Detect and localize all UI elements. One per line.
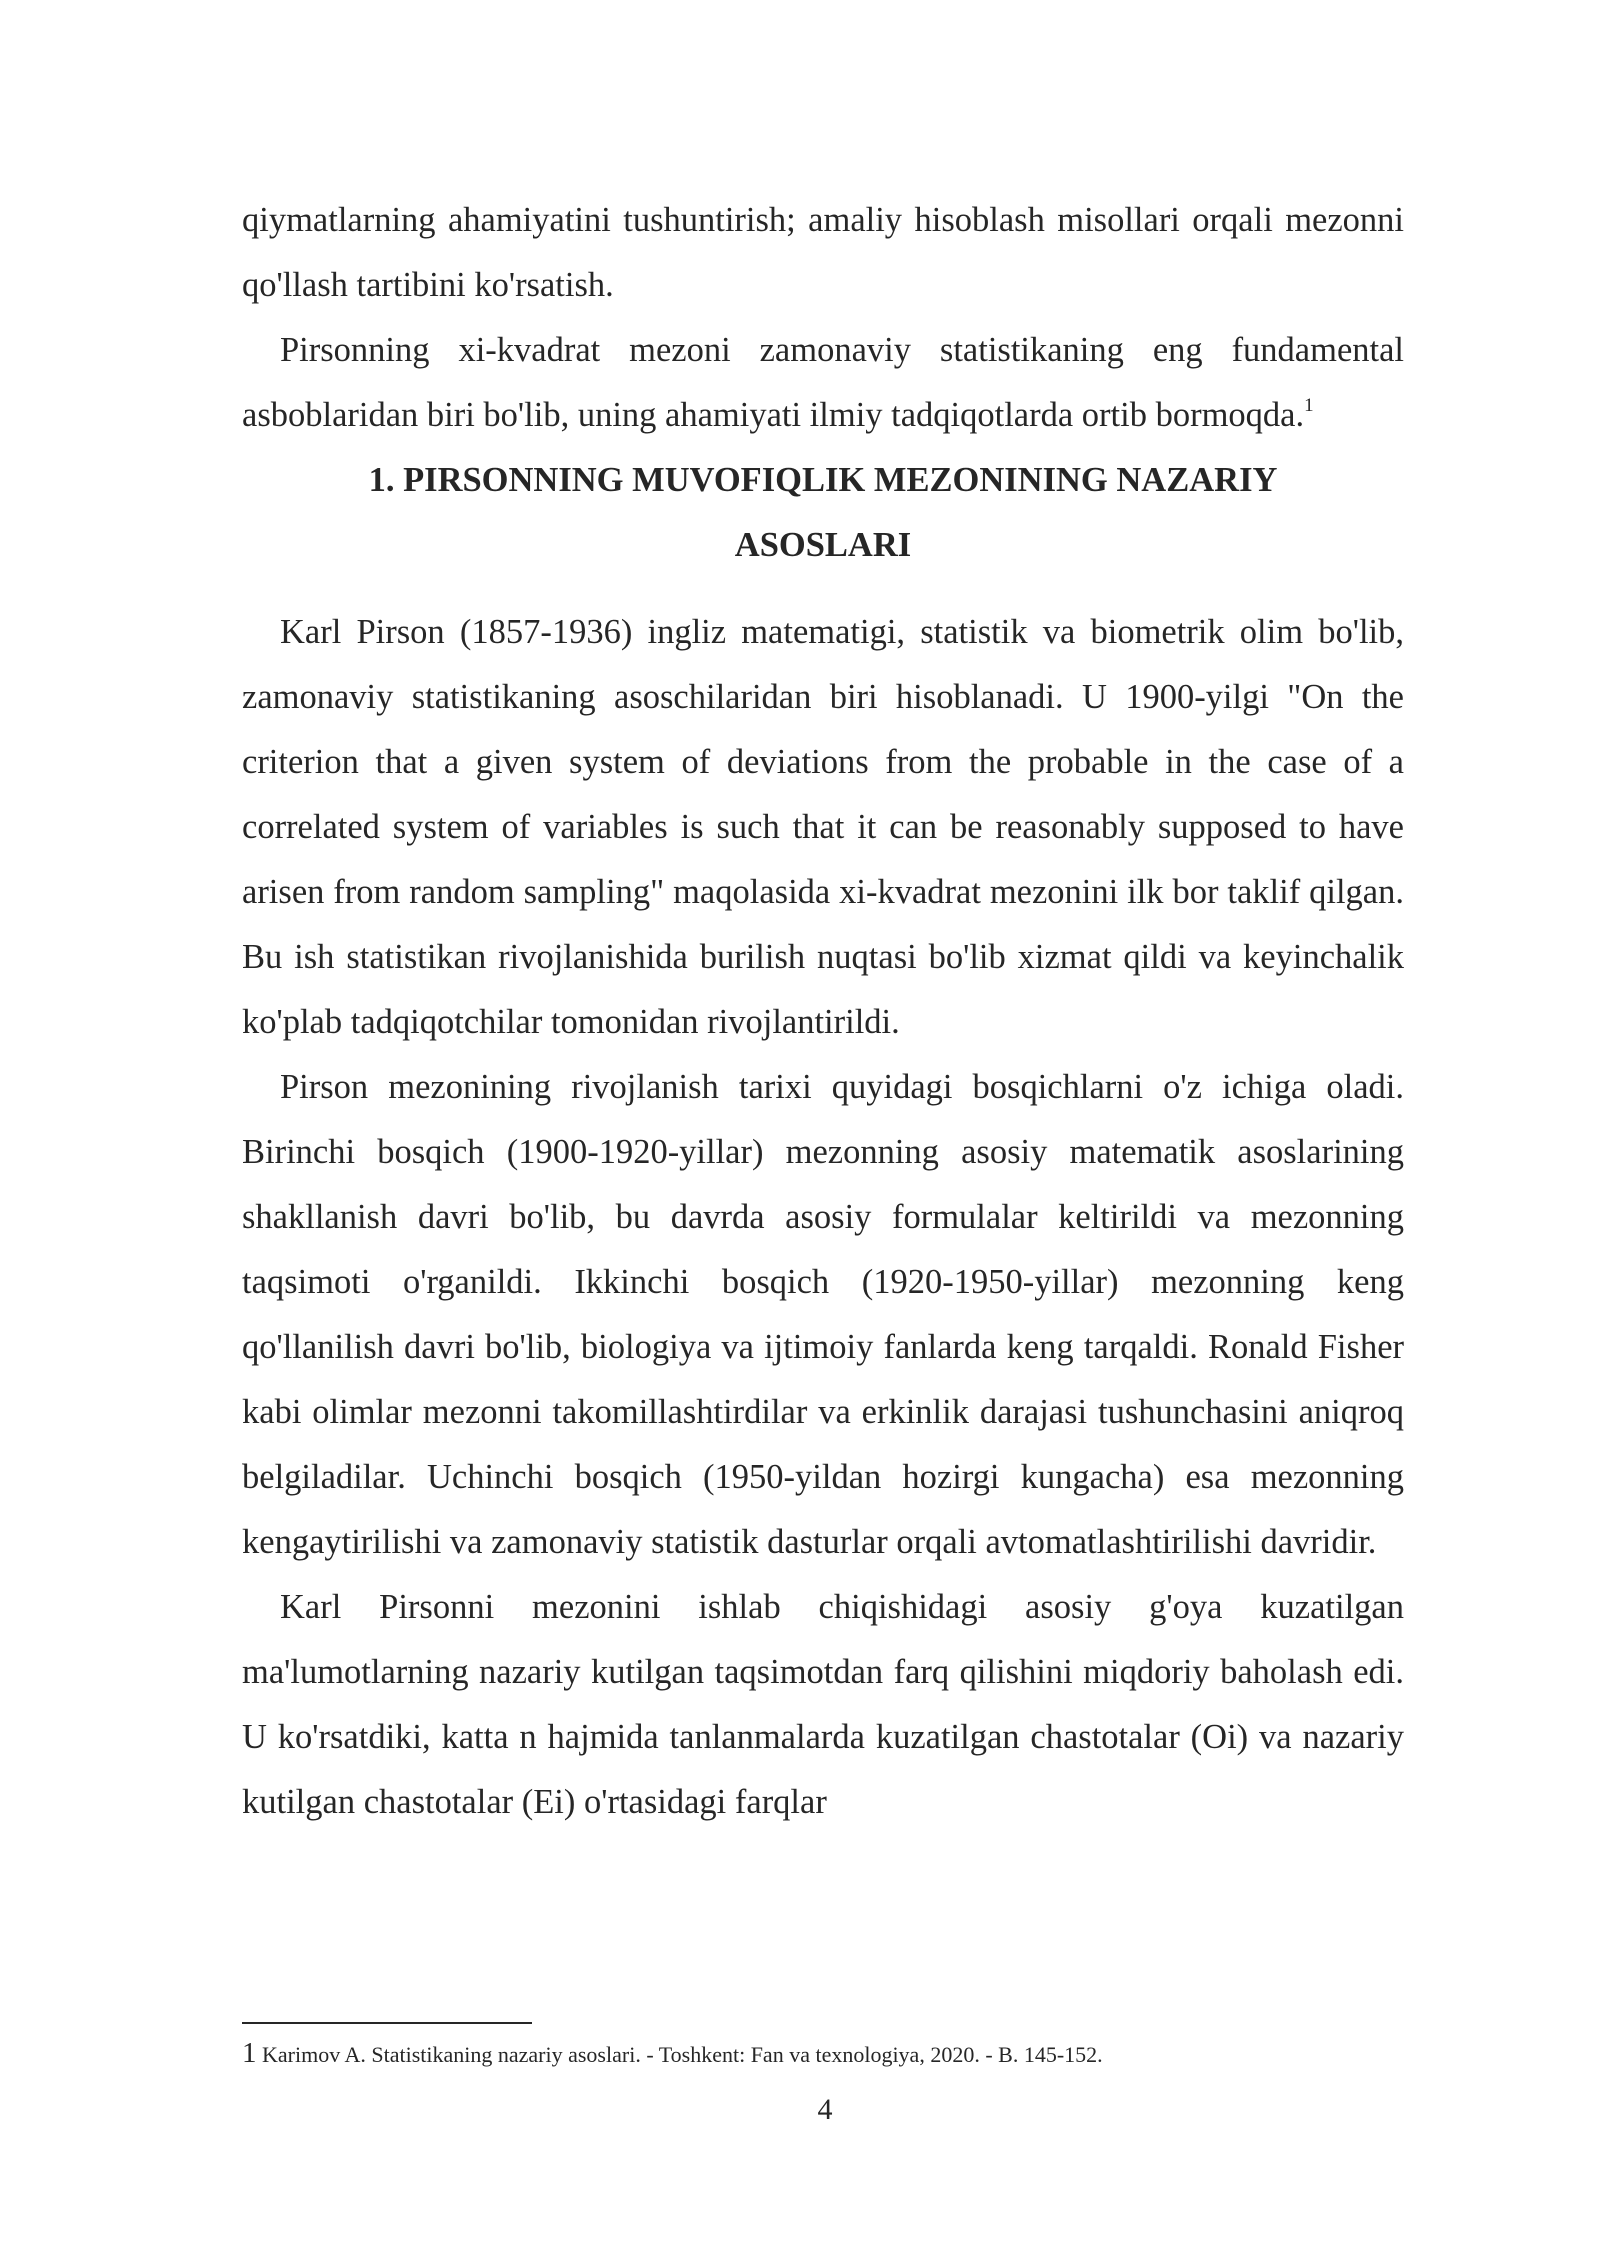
page-body [242,188,1404,1835]
footnote-text: Karimov A. Statistikaning nazariy asoslari. - Toshkent: Fan va texnologiya, 2020. - B. 145-152. [256,2042,1103,2067]
paragraph-main-idea: Karl Pirsonni mezonini ishlab chiqishidagi asosiy g'oya kuzatilgan ma'lumotlarning nazariy kutilgan taqsimotdan farq qilishini miqdoriy baholash edi. U ko'rsatdiki, katta n hajmida tanlanmalarda kuzatilgan chastotalar (Oi) va nazariy kutilgan chastotalar (Ei) o'rtasidagi farqlar [242,1588,1404,1821]
page-number: 4 [817,2093,833,2126]
section-heading-line-2: ASOSLARI [734,526,912,564]
paragraph-importance-text: Pirsonning xi-kvadrat mezoni zamonaviy statistikaning eng fundamental asboblaridan biri bo'lib, uning ahamiyati ilmiy tadqiqotlarda ortib bormoqda. [242,331,1404,434]
paragraph-importance [242,318,1404,448]
footnote-number: 1 [242,2037,257,2069]
footnote-reference[interactable]: 1 [1304,395,1314,416]
paragraph-karl-pirson: Karl Pirson (1857-1936) ingliz matematigi, statistik va biometrik olim bo'lib, zamonaviy statistikaning asoschilaridan biri hisoblanadi. U 1900-yilgi "On the criterion that a given system of deviations from the probable in the case of a correlated system of variables is such that it can be reasonably supposed to have arisen from random sampling" maqolasida xi-kvadrat mezonini ilk bor taklif qilgan. Bu ish statistikan rivojlanishida burilish nuqtasi bo'lib xizmat qildi va keyinchalik ko'plab tadqiqotchilar tomonidan rivojlantirildi. [242,613,1404,1041]
section-heading [242,448,1404,600]
paragraph-intro-continuation: qiymatlarning ahamiyatini tushuntirish; amaliy hisoblash misollari orqali mezonni qo'llash tartibini ko'rsatish. [242,201,1404,304]
footnote-separator [242,2022,532,2024]
footnote [242,2038,1404,2070]
section-heading-line-1: 1. PIRSONNING MUVOFIQLIK MEZONINING NAZARIY [368,461,1278,499]
paragraph-history-stages: Pirson mezonining rivojlanish tarixi quyidagi bosqichlarni o'z ichiga oladi. Birinchi bosqich (1900-1920-yillar) mezonning asosiy matematik asoslarining shakllanish davri bo'lib, bu davrda asosiy formulalar keltirildi va mezonning taqsimoti o'rganildi. Ikkinchi bosqich (1920-1950-yillar) mezonning keng qo'llanilish davri bo'lib, biologiya va ijtimoiy fanlarda keng tarqaldi. Ronald Fisher kabi olimlar mezonni takomillashtirdilar va erkinlik darajasi tushunchasini aniqroq belgiladilar. Uchinchi bosqich (1950-yildan hozirgi kungacha) esa mezonning kengaytirilishi va zamonaviy statistik dasturlar orqali avtomatlashtirilishi davridir. [242,1068,1404,1561]
